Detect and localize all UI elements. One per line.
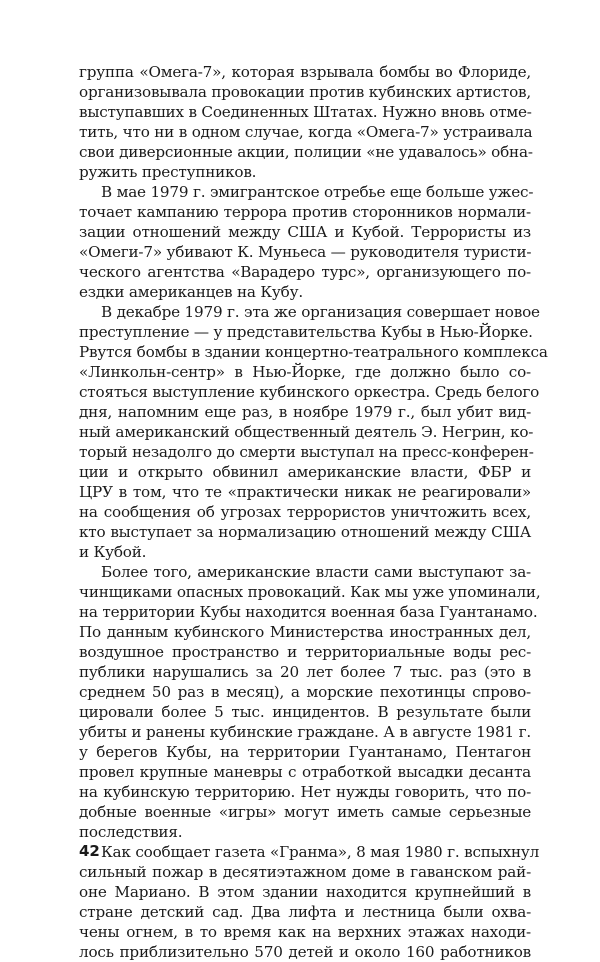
page-number: 42 — [79, 842, 100, 860]
text-line: кто выступает за нормализацию отношений между США — [79, 523, 531, 541]
page-body — [79, 62, 548, 962]
text-line: чинщиками опасных провокаций. Как мы уже упоминали, — [79, 583, 541, 601]
text-line: стране детский сад. Два лифта и лестница были охва- — [79, 903, 531, 921]
text-line: ружить преступников. — [79, 163, 257, 181]
text-line: ции и открыто обвинил американские власти, ФБР и — [79, 463, 531, 481]
text-line: «Омеги-7» убивают К. Муньеса — руководителя туристи- — [79, 243, 532, 261]
text-line: точает кампанию террора против сторонников нормали- — [79, 203, 531, 221]
text-line: публики нарушались за 20 лет более 7 тыс. раз (это в — [79, 663, 531, 681]
text-line: воздушное пространство и территориальные воды рес- — [79, 643, 531, 661]
text-line: добные военные «игры» могут иметь самые серьезные — [79, 803, 531, 821]
text-line: организовывала провокации против кубинских артистов, — [79, 83, 531, 101]
text-line: Более того, американские власти сами выступают за- — [101, 563, 531, 581]
text-line: «Линкольн-сентр» в Нью-Йорке, где должно было со- — [79, 363, 531, 381]
text-line: на сообщения об угрозах террористов уничтожить всех, — [79, 503, 531, 521]
text-line: на кубинскую территорию. Нет нужды говорить, что по- — [79, 783, 531, 801]
text-line: В мае 1979 г. эмигрантское отребье еще больше ужес- — [101, 183, 534, 201]
text-line: тить, что ни в одном случае, когда «Омега-7» устраивала — [79, 123, 533, 141]
text-line: последствия. — [79, 823, 183, 841]
text-line: ЦРУ в том, что те «практически никак не реагировали» — [79, 483, 531, 501]
text-line: Как сообщает газета «Гранма», 8 мая 1980 г. вспыхнул — [101, 843, 540, 861]
text-line: дня, напомним еще раз, в ноябре 1979 г., был убит вид- — [79, 403, 531, 421]
text-line: ездки американцев на Кубу. — [79, 283, 303, 301]
text-line: цировали более 5 тыс. инцидентов. В результате были — [79, 703, 531, 721]
text-line: торый незадолго до смерти выступал на пресс-конферен- — [79, 443, 534, 461]
text-line: стояться выступление кубинского оркестра. Средь белого — [79, 383, 540, 401]
text-line: лось приблизительно 570 детей и около 160 работников — [79, 943, 531, 961]
text-line: провел крупные маневры с отработкой высадки десанта — [79, 763, 531, 781]
text-line: чены огнем, в то время как на верхних этажах находи- — [79, 923, 531, 941]
text-line: выступавших в Соединенных Штатах. Нужно вновь отме- — [79, 103, 532, 121]
text-line: В декабре 1979 г. эта же организация совершает новое — [101, 303, 540, 321]
text-line: зации отношений между США и Кубой. Террористы из — [79, 223, 531, 241]
text-line: ческого агентства «Варадеро турс», организующего по- — [79, 263, 531, 281]
text-line: группа «Омега-7», которая взрывала бомбы во Флориде, — [79, 63, 531, 81]
text-line: свои диверсионные акции, полиции «не удавалось» обна- — [79, 143, 533, 161]
text-line: среднем 50 раз в месяц), а морские пехотинцы спрово- — [79, 683, 531, 701]
text-line: сильный пожар в десятиэтажном доме в гаванском рай- — [79, 863, 531, 881]
text-line: преступление — у представительства Кубы в Нью-Йорке. — [79, 323, 533, 341]
text-line: у берегов Кубы, на территории Гуантанамо, Пентагон — [79, 743, 531, 761]
text-line: убиты и ранены кубинские граждане. А в августе 1981 г. — [79, 723, 531, 741]
text-line: Рвутся бомбы в здании концертно-театрального комплекса — [79, 343, 548, 361]
text-line: и Кубой. — [79, 543, 147, 561]
text-line: оне Мариано. В этом здании находится крупнейший в — [79, 883, 531, 901]
text-line: По данным кубинского Министерства иностранных дел, — [79, 623, 531, 641]
text-line: на территории Кубы находится военная база Гуантанамо. — [79, 603, 538, 621]
text-line: ный американский общественный деятель Э. Негрин, ко- — [79, 423, 534, 441]
